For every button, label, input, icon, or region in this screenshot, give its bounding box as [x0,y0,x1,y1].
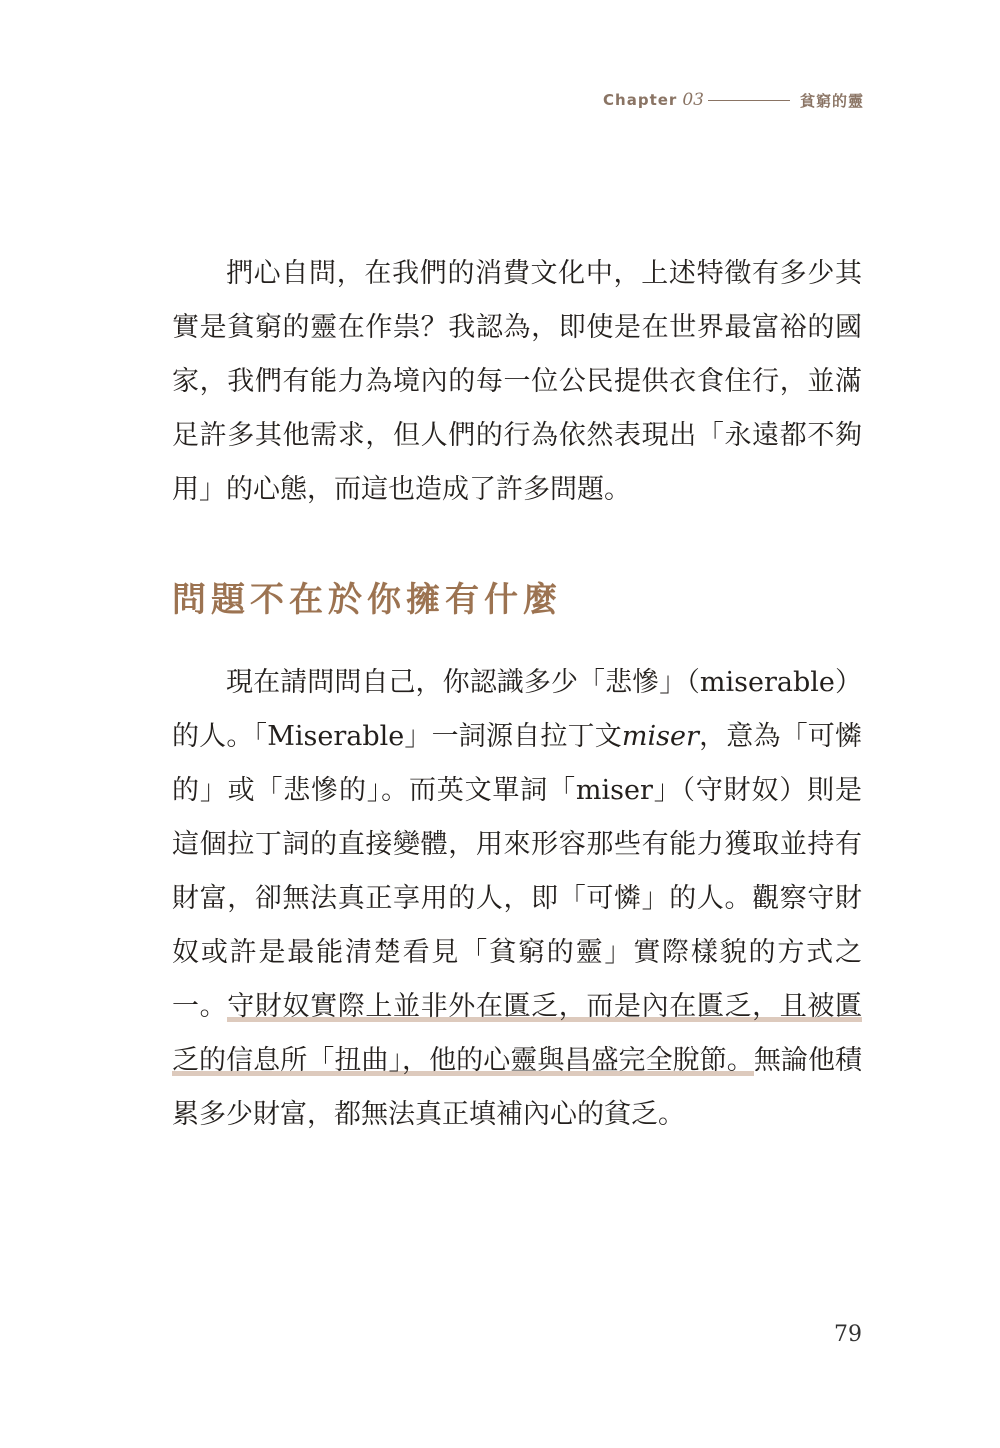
highlighted-passage: 守財奴實際上並非外在匱乏，而是內在匱乏，且被匱乏的信息所「扭曲」，他的心靈與昌盛完全脫節。 [172,991,862,1076]
paragraph-1: 捫心自問，在我們的消費文化中，上述特徵有多少其實是貧窮的靈在作祟？我認為，即使是在世界最富裕的國家，我們有能力為境內的每一位公民提供衣食住行，並滿足許多其他需求，但人們的行為依然表現出「永遠都不夠用」的心態，而這也造成了許多問題。 [172,258,862,505]
chapter-number: 03 [682,90,704,110]
page-number: 79 [834,1322,862,1347]
chapter-label: Chapter [603,91,678,109]
paragraph-2 [172,656,862,1142]
latin-word-miser: miser [621,721,699,752]
header-divider-line [708,100,790,101]
running-header [603,86,864,114]
chapter-title: 貧窮的靈 [799,91,864,110]
paragraph-2-text-1: 現在請問問自己，你認識多少「悲慘」（miserable）的人。「Miserable」一詞源自拉丁文 [172,667,862,752]
paragraph-2-text-3: 無論他積累多少財富，都無法真正填補內心的貧乏。 [172,1045,863,1130]
paragraph-2-text-2: ，意為「可憐的」或「悲慘的」。而英文單詞「miser」（守財奴）則是這個拉丁詞的直接變體，用來形容那些有能力獲取並持有財富，卻無法真正享用的人，即「可憐」的人。觀察守財奴或許是最能清楚看見「貧窮的靈」實際樣貌的方式之一。 [172,721,862,1022]
section-heading: 問題不在於你擁有什麼 [172,580,562,620]
